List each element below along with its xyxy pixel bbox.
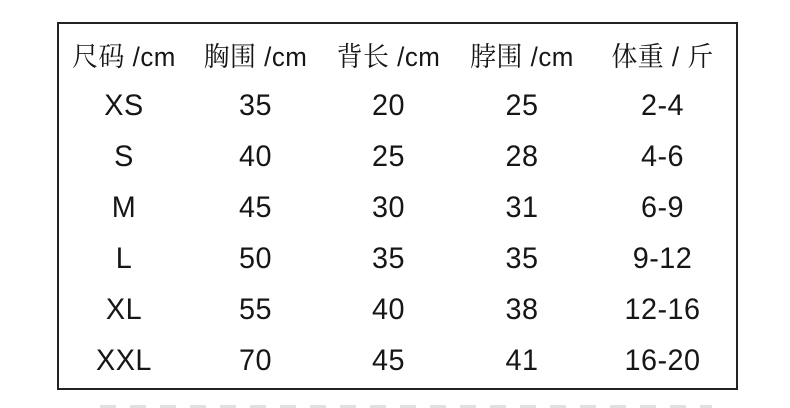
size-cell: S — [114, 139, 134, 173]
column-header-chest: 胸围 /cm — [203, 42, 308, 72]
weight-cell: 4-6 — [640, 139, 685, 173]
size-chart-table — [57, 22, 738, 390]
column-header-neck: 脖围 /cm — [470, 42, 574, 72]
neck-cell: 28 — [505, 139, 539, 173]
size-cell: XS — [104, 88, 144, 122]
chest-cell: 55 — [239, 292, 272, 326]
neck-cell: 38 — [505, 292, 539, 326]
back-length-cell: 20 — [372, 88, 405, 122]
size-cell: XXL — [96, 343, 152, 377]
back-length-cell: 45 — [372, 343, 405, 377]
chest-cell: 35 — [239, 88, 272, 122]
weight-cell: 16-20 — [624, 343, 701, 377]
column-header-weight: 体重 / 斤 — [611, 42, 714, 72]
size-cell: L — [115, 241, 133, 275]
chest-cell: 45 — [239, 190, 272, 224]
back-length-cell: 25 — [372, 139, 405, 173]
neck-cell: 41 — [505, 343, 539, 377]
chest-cell: 40 — [239, 139, 272, 173]
back-length-cell: 40 — [372, 292, 405, 326]
column-header-size: 尺码 /cm — [72, 42, 176, 72]
weight-cell: 9-12 — [632, 241, 693, 275]
weight-cell: 6-9 — [640, 190, 685, 224]
neck-cell: 25 — [505, 88, 539, 122]
chest-cell: 70 — [239, 343, 272, 377]
back-length-cell: 35 — [372, 241, 405, 275]
size-cell: XL — [105, 292, 143, 326]
column-header-back-length: 背长 /cm — [336, 42, 441, 72]
weight-cell: 12-16 — [624, 292, 701, 326]
back-length-cell: 30 — [372, 190, 405, 224]
chest-cell: 50 — [239, 241, 272, 275]
weight-cell: 2-4 — [640, 88, 685, 122]
neck-cell: 31 — [505, 190, 539, 224]
size-cell: M — [111, 190, 137, 224]
neck-cell: 35 — [505, 241, 539, 275]
